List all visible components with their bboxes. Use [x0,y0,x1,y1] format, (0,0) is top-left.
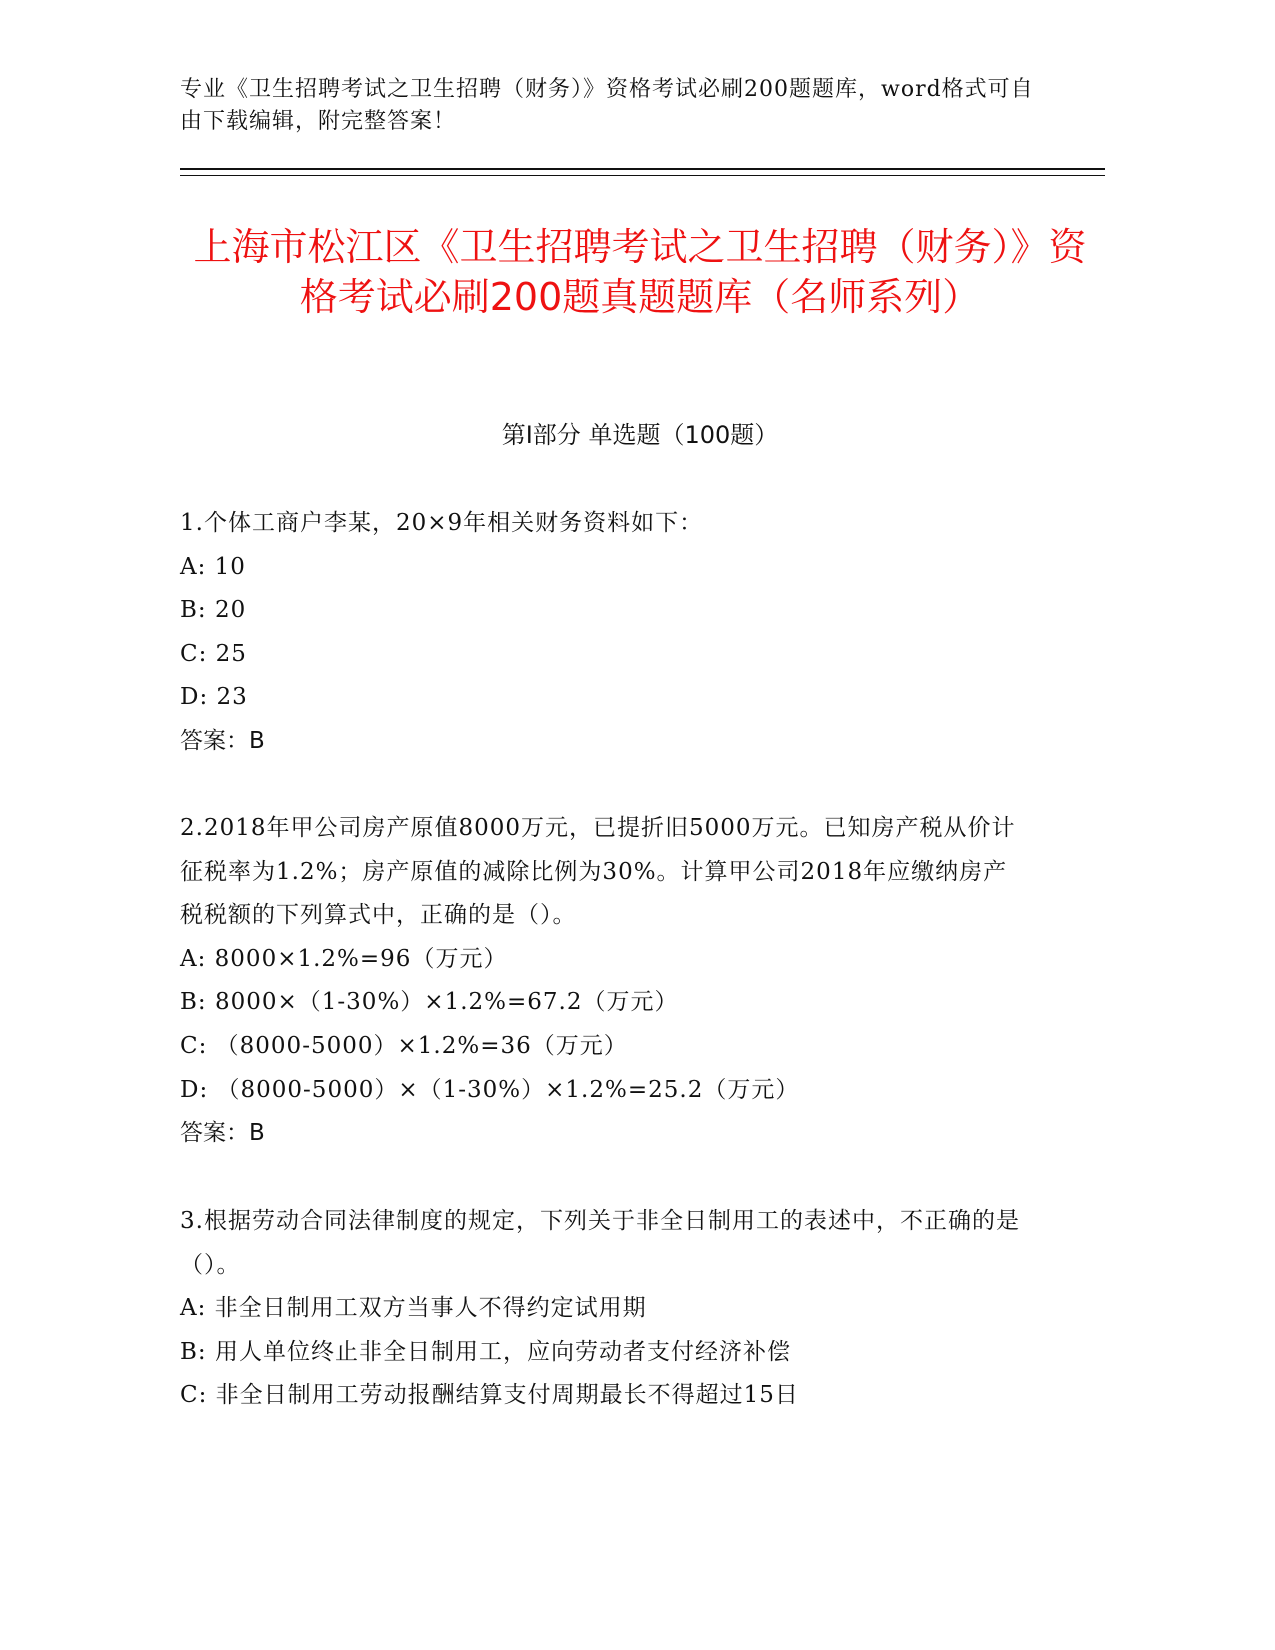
header-rule-thin [180,175,1105,176]
header-rule-thick [180,168,1105,170]
question-stem: 3.根据劳动合同法律制度的规定，下列关于非全日制用工的表述中，不正确的是（）。 [180,1208,1020,1278]
option-c: C: 非全日制用工劳动报酬结算支付周期最长不得超过15日 [180,1382,799,1409]
answer-label: 答案：B [180,727,265,754]
question-3 [180,1200,1040,1418]
question-2 [180,807,1040,1156]
option-b: B: 8000×（1-30%）×1.2%=67.2（万元） [180,989,679,1016]
document-title: 上海市松江区《卫生招聘考试之卫生招聘（财务）》资格考试必刷200题真题题库（名师系列） [193,225,1087,319]
option-c: C: 25 [180,640,247,667]
question-1 [180,502,1040,764]
option-a: A: 10 [180,553,246,580]
question-stem: 2.2018年甲公司房产原值8000万元，已提折旧5000万元。已知房产税从价计征税率为1.2%；房产原值的减除比例为30%。计算甲公司2018年应缴纳房产税税额的下列算式中，正确的是（）。 [180,815,1016,929]
option-b: B: 20 [180,597,247,624]
option-c: C: （8000-5000）×1.2%=36（万元） [180,1032,628,1059]
header-note: 专业《卫生招聘考试之卫生招聘（财务）》资格考试必刷200题题库，word格式可自由下载编辑，附完整答案！ [180,77,1034,134]
section-title: 第Ⅰ部分 单选题（100题） [501,421,779,449]
option-d: D: 23 [180,684,248,711]
answer-label: 答案：B [180,1120,265,1147]
option-a: A: 8000×1.2%=96（万元） [180,945,508,972]
question-stem: 1.个体工商户李某，20×9年相关财务资料如下： [180,510,704,536]
option-a: A: 非全日制用工双方当事人不得约定试用期 [180,1295,647,1322]
option-b: B: 用人单位终止非全日制用工，应向劳动者支付经济补偿 [180,1338,791,1365]
option-d: D: （8000-5000）×（1-30%）×1.2%=25.2（万元） [180,1076,800,1103]
